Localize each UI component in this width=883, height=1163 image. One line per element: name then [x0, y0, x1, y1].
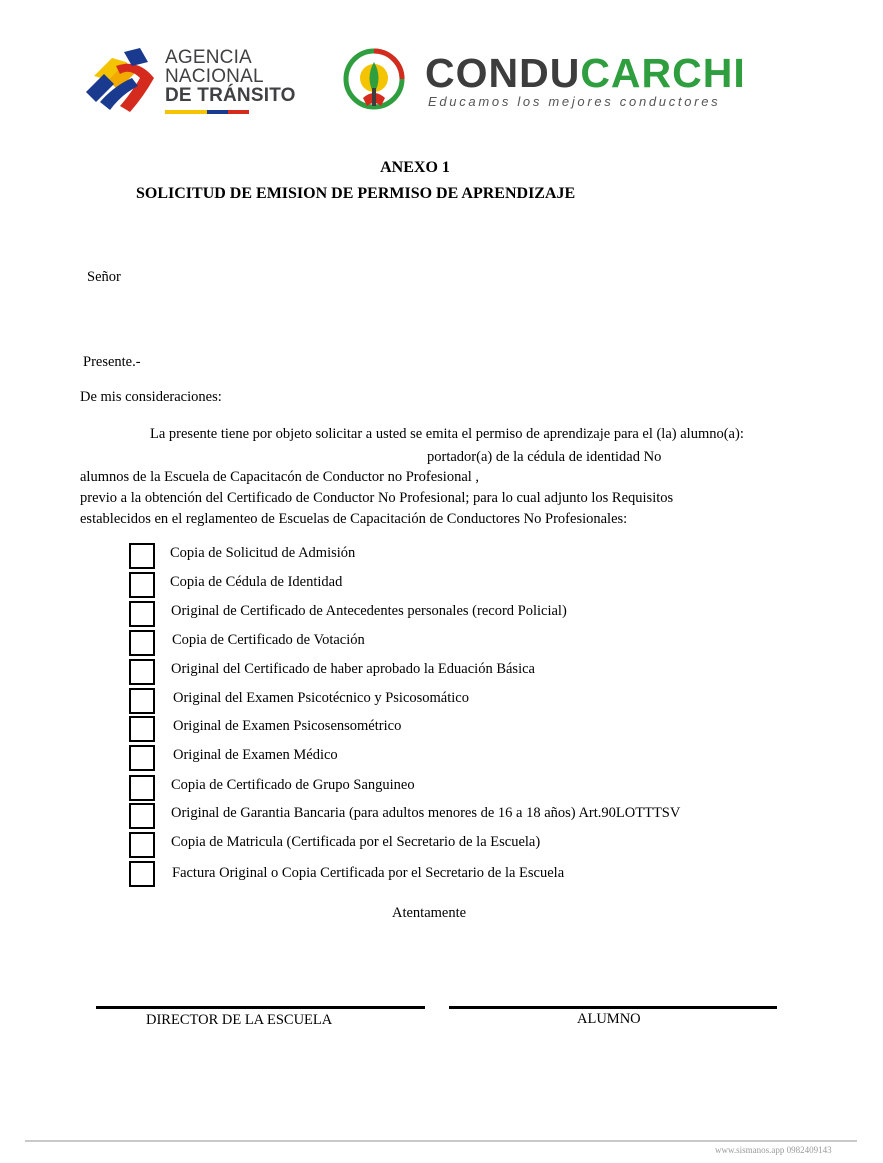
requirement-label: Original de Certificado de Antecedentes personales (record Policial)	[171, 603, 567, 619]
document-title: SOLICITUD DE EMISION DE PERMISO DE APRENDIZAJE	[136, 185, 576, 202]
conducarchi-wordmark	[425, 50, 746, 96]
requirement-label: Copia de Solicitud de Admisión	[170, 545, 356, 561]
conducarchi-emblem-icon	[343, 48, 405, 110]
requirement-label: Original del Examen Psicotécnico y Psicosomático	[173, 690, 469, 706]
ant-logo-line-2: NACIONAL	[165, 66, 264, 87]
requirement-checkbox[interactable]	[129, 688, 155, 714]
requirement-label: Original del Certificado de haber aprobado la Eduación Básica	[171, 661, 535, 677]
requirement-checkbox[interactable]	[129, 861, 155, 887]
footer-text: www.sismanos.app 0982409143	[715, 1145, 832, 1155]
requirement-checkbox[interactable]	[129, 630, 155, 656]
document-title-annex: ANEXO 1	[380, 159, 450, 176]
director-signature-line	[96, 1006, 425, 1009]
salutation: Señor	[87, 269, 121, 285]
footer-divider	[25, 1140, 857, 1142]
requirement-checkbox[interactable]	[129, 601, 155, 627]
requirement-checkbox[interactable]	[129, 745, 155, 771]
requirement-label: Copia de Matricula (Certificada por el Secretario de la Escuela)	[171, 834, 541, 850]
requirement-checkbox[interactable]	[129, 775, 155, 801]
brand-slogan: Educamos los mejores conductores	[428, 94, 721, 109]
ant-logo-line-3: DE TRÁNSITO	[165, 85, 296, 106]
requirement-checkbox[interactable]	[129, 572, 155, 598]
director-signature-label: DIRECTOR DE LA ESCUELA	[146, 1012, 333, 1028]
considerations-text: De mis consideraciones:	[80, 389, 222, 405]
request-paragraph-line-2: portador(a) de la cédula de identidad No	[427, 449, 662, 465]
requirement-label: Copia de Cédula de Identidad	[170, 574, 343, 590]
request-paragraph-line-4: previo a la obtención del Certificado de Conductor No Profesional; para lo cual adjunto los Requisitos	[80, 490, 674, 506]
requirement-label: Copia de Certificado de Grupo Sanguineo	[171, 777, 415, 793]
requirement-label: Original de Examen Psicosensométrico	[173, 718, 402, 734]
student-signature-line	[449, 1006, 777, 1009]
requirement-label: Original de Examen Médico	[173, 747, 338, 763]
ant-logo-text	[165, 48, 296, 105]
closing-text: Atentamente	[392, 905, 467, 921]
brand-dark-text: CONDU	[425, 50, 581, 96]
requirement-checkbox[interactable]	[129, 803, 155, 829]
student-signature-label: ALUMNO	[577, 1011, 641, 1027]
presente-text: Presente.-	[83, 354, 141, 370]
ant-flag-stripe	[165, 110, 249, 114]
brand-green-text: CARCHI	[580, 50, 746, 96]
requirement-label: Factura Original o Copia Certificada por el Secretario de la Escuela	[172, 865, 565, 881]
request-paragraph-line-5: establecidos en el reglamenteo de Escuelas de Capacitación de Conductores No Profesionales:	[80, 511, 628, 527]
ant-logo-line-1: AGENCIA	[165, 47, 252, 68]
request-paragraph-line-3: alumnos de la Escuela de Capacitacón de Conductor no Profesional ,	[80, 469, 480, 485]
requirement-checkbox[interactable]	[129, 543, 155, 569]
requirement-checkbox[interactable]	[129, 716, 155, 742]
requirement-checkbox[interactable]	[129, 832, 155, 858]
requirement-label: Copia de Certificado de Votación	[172, 632, 365, 648]
requirement-checkbox[interactable]	[129, 659, 155, 685]
request-paragraph-line-1: La presente tiene por objeto solicitar a usted se emita el permiso de aprendizaje para el (la) alumno(a):	[150, 426, 744, 442]
requirement-label: Original de Garantia Bancaria (para adultos menores de 16 a 18 años) Art.90LOTTTSV	[171, 805, 681, 821]
